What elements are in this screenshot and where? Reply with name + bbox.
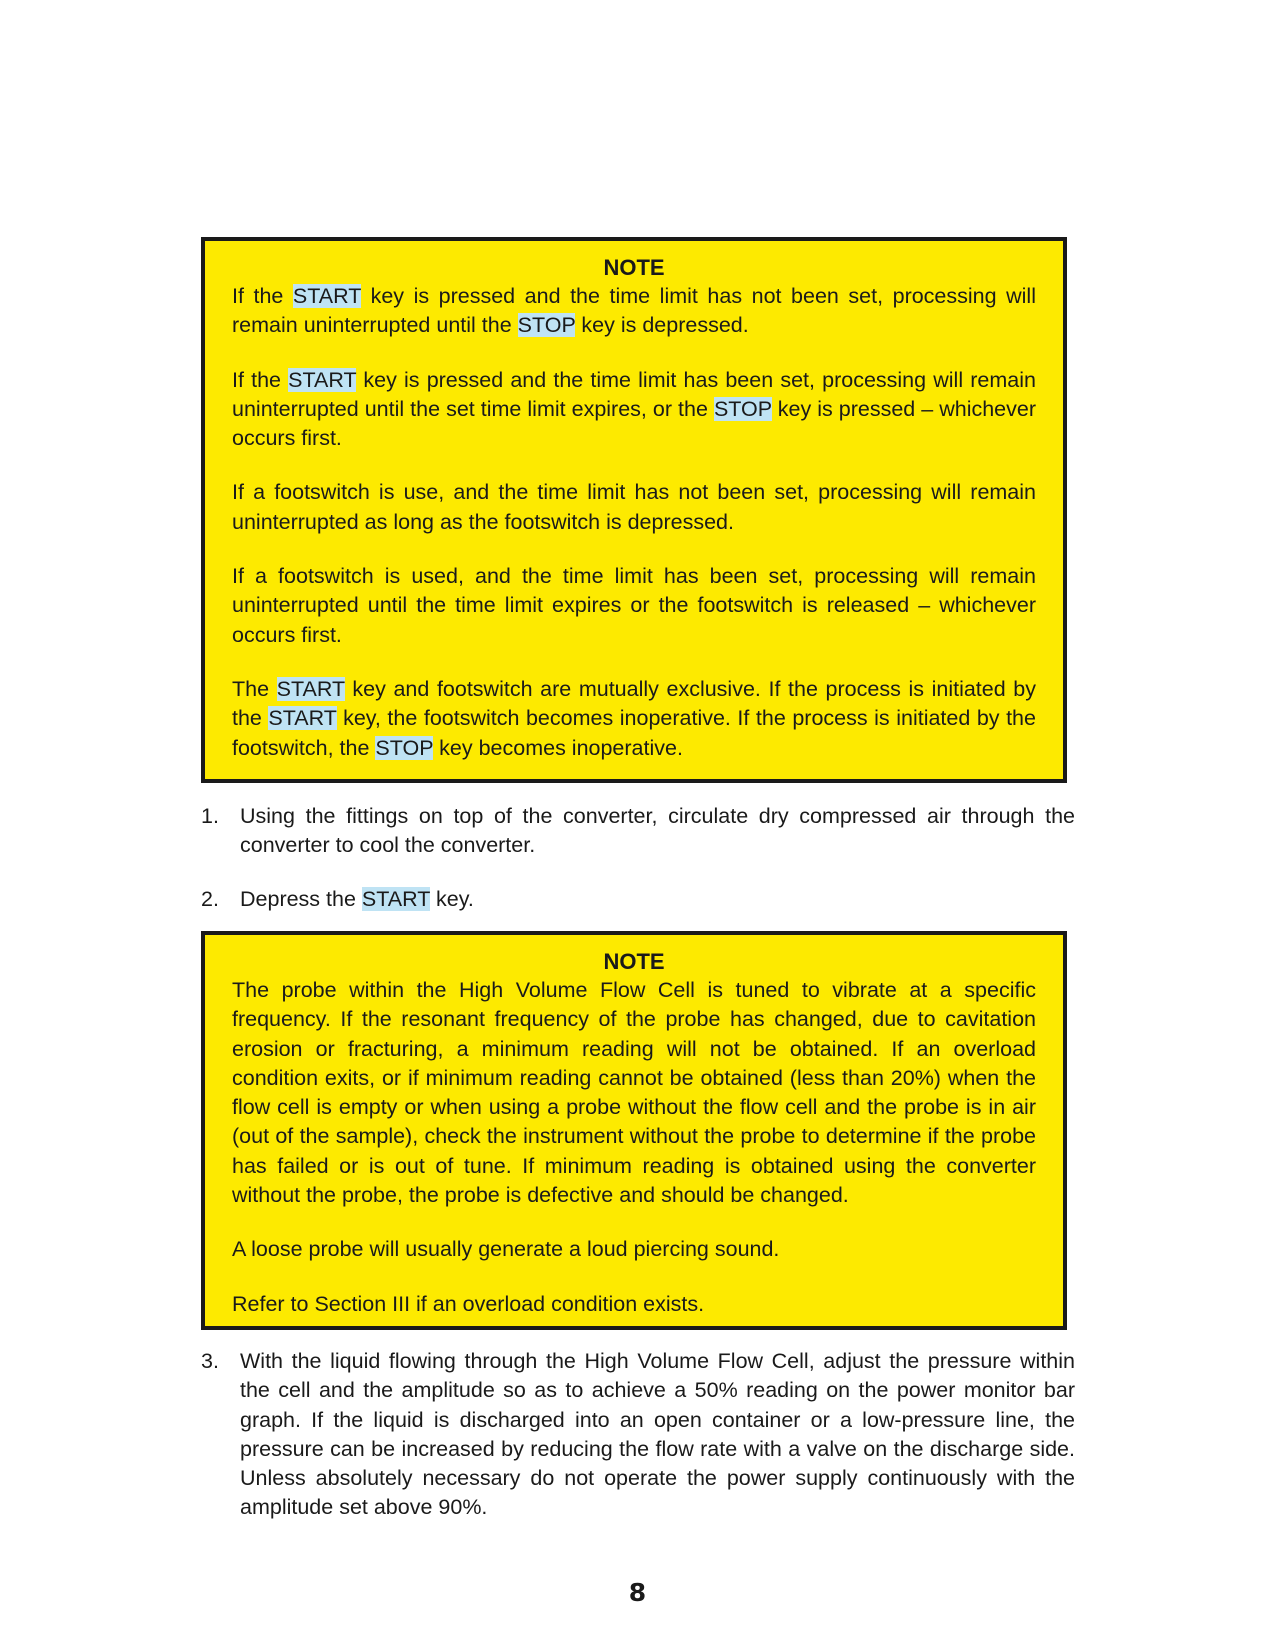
step-number: 2. xyxy=(201,887,219,911)
note-title: NOTE xyxy=(603,949,665,974)
key-name-start: START xyxy=(361,887,431,911)
key-name-start: START xyxy=(276,676,345,701)
key-name-stop: STOP xyxy=(713,396,772,421)
key-name-stop: STOP xyxy=(375,735,434,760)
note-box-probe xyxy=(201,931,1067,1330)
key-name-start: START xyxy=(292,284,362,308)
note-body xyxy=(232,282,1036,763)
note-paragraph: Refer to Section III if an overload condition exists. xyxy=(232,1291,705,1316)
note-paragraph: The START key and footswitch are mutually exclusive. If the process is initiated by the START key, the footswitch becomes inoperative. If the process is initiated by the footswitch, the STOP key becomes inoperative. xyxy=(232,676,1037,760)
step-number: 3. xyxy=(201,1349,219,1373)
note-body xyxy=(232,976,1036,1319)
list-item-step-1 xyxy=(201,802,1075,861)
page-number: 8 xyxy=(628,1578,647,1607)
note-paragraph: The probe within the High Volume Flow Cell is tuned to vibrate at a specific frequency. If the resonant frequency of the probe has changed, due to cavitation erosion or fracturing, a minimum reading will not be obtained. If an overload condition exits, or if minimum reading cannot be obtained (less than 20%) when the flow cell is empty or when using a probe without the flow cell and the probe is in air (out of the sample), check the instrument without the probe to determine if the probe has failed or is out of tune. If minimum reading is obtained using the converter without the probe, the probe is defective and should be changed. xyxy=(232,978,1036,1208)
step-text: Using the fittings on top of the converter, circulate dry compressed air through the converter to cool the converter. xyxy=(240,804,1075,858)
note-paragraph: If a footswitch is used, and the time limit has been set, processing will remain uninterrupted until the time limit expires or the footswitch is released – whichever occurs first. xyxy=(232,564,1036,647)
note-box-timer xyxy=(201,237,1067,783)
note-paragraph: A loose probe will usually generate a loud piercing sound. xyxy=(232,1237,780,1262)
list-item-step-2 xyxy=(201,885,1075,914)
note-paragraph: If a footswitch is use, and the time limit has not been set, processing will remain uninterrupted as long as the footswitch is depressed. xyxy=(232,480,1036,534)
note-title: NOTE xyxy=(603,255,665,280)
key-name-stop: STOP xyxy=(517,313,576,338)
step-text: Depress the START key. xyxy=(240,887,474,911)
note-paragraph: If the START key is pressed and the time limit has not been set, processing will remain uninterrupted until the STOP key is depressed. xyxy=(232,284,1036,338)
list-item-step-3 xyxy=(201,1347,1075,1523)
step-text: With the liquid flowing through the High Volume Flow Cell, adjust the pressure within the cell and the amplitude so as to achieve a 50% reading on the power monitor bar graph. If the liquid is discharged into an open container or a low-pressure line, the pressure can be increased by reducing the flow rate with a valve on the discharge side. Unless absolutely necessary do not operate the power supply continuously with the amplitude set above 90%. xyxy=(240,1349,1075,1520)
key-name-start: START xyxy=(288,367,357,392)
step-number: 1. xyxy=(201,804,219,828)
key-name-start: START xyxy=(268,706,337,731)
note-paragraph: If the START key is pressed and the time limit has been set, processing will remain uninterrupted until the set time limit expires, or the STOP key is pressed – whichever occurs first. xyxy=(232,367,1037,451)
